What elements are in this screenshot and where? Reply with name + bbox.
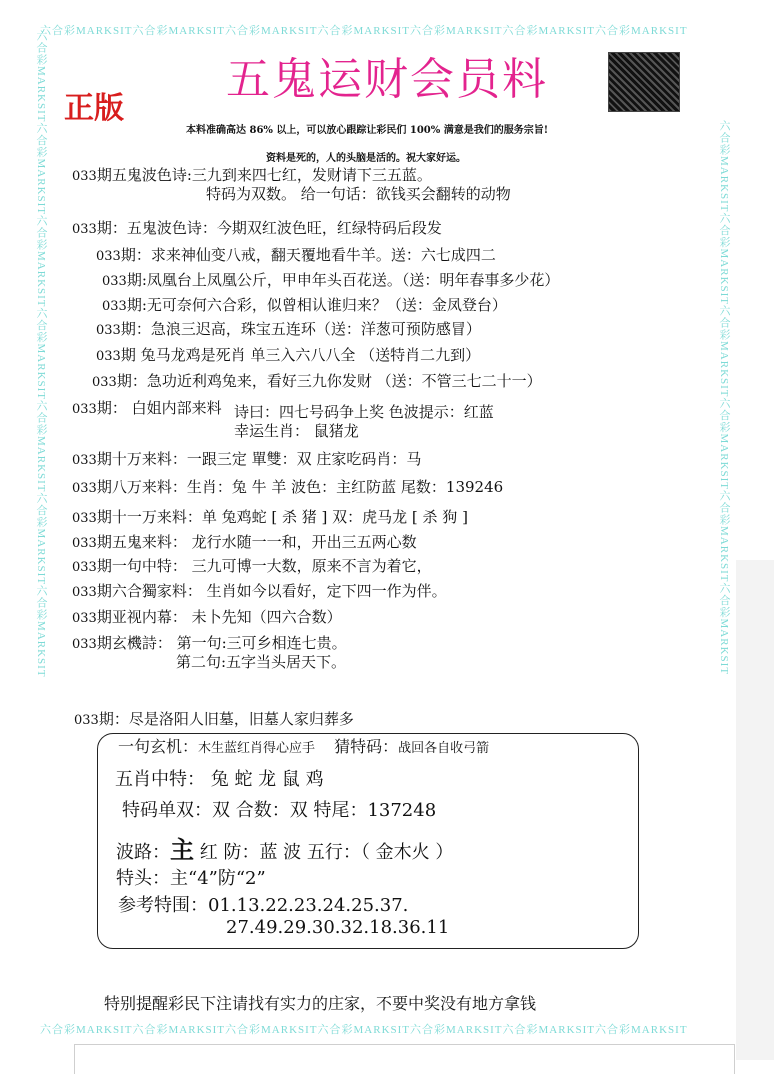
box-row-range-2: 27.49.29.30.32.18.36.11 bbox=[226, 917, 450, 938]
footer-notice: 特别提醒彩民下注请找有实力的庄家，不要中奖没有地方拿钱 bbox=[104, 994, 537, 1013]
line-4: 033期：求来神仙变八戒，翻天覆地看牛羊。送：六七成四二 bbox=[96, 246, 496, 264]
line-10: 033期： 白姐内部来料 bbox=[72, 399, 222, 417]
box-row-head: 特头：主“4”防“2” bbox=[116, 868, 266, 889]
page-title: 五鬼运财会员料 bbox=[226, 54, 548, 105]
qr-code-image bbox=[608, 52, 680, 112]
bottom-rule-left bbox=[74, 1044, 75, 1074]
line-1: 033期五鬼波色诗:三九到来四七红，发财请下三五蓝。 bbox=[72, 166, 432, 184]
box-row-five-zodiac: 五肖中特： 兔 蛇 龙 鼠 鸡 bbox=[115, 769, 324, 790]
watermark-top: 六合彩MARKSIT六合彩MARKSIT六合彩MARKSIT六合彩MARKSIT六合彩MARKSIT六合彩MARKSIT六合彩MARKSIT bbox=[40, 25, 688, 37]
line-11: 诗曰：四七号码争上奖 色波提示：红蓝 bbox=[234, 403, 494, 421]
line-20: 033期玄機詩： 第一句:三可乡相连七贵。 bbox=[72, 634, 347, 652]
genuine-badge: 正版 bbox=[64, 91, 124, 126]
watermark-left: 六合彩MARKSIT六合彩MARKSIT六合彩MARKSIT六合彩MARKSIT六合彩MARKSIT六合彩MARKSIT六合彩MARKSIT bbox=[35, 30, 47, 678]
line-3: 033期：五鬼波色诗：今期双红波色旺，红绿特码后段发 bbox=[72, 219, 442, 237]
bottom-rule-right bbox=[734, 1044, 735, 1074]
watermark-bottom: 六合彩MARKSIT六合彩MARKSIT六合彩MARKSIT六合彩MARKSIT六合彩MARKSIT六合彩MARKSIT六合彩MARKSIT bbox=[40, 1024, 688, 1036]
line-2: 特码为双数。 给一句话：欲钱买会翻转的动物 bbox=[206, 185, 511, 203]
line-12: 幸运生肖： 鼠猪龙 bbox=[234, 422, 359, 440]
line-21: 第二句:五字当头居天下。 bbox=[176, 653, 347, 671]
line-16: 033期五鬼来料： 龙行水随一一和，开出三五两心数 bbox=[72, 533, 417, 551]
line-14: 033期八万来料：生肖：兔 牛 羊 波色：主红防蓝 尾数：139246 bbox=[72, 478, 504, 496]
line-19: 033期亚视内幕： 未卜先知（四六合数） bbox=[72, 608, 342, 626]
bottom-rule bbox=[74, 1044, 734, 1045]
watermark-right: 六合彩MARKSIT六合彩MARKSIT六合彩MARKSIT六合彩MARKSIT六合彩MARKSIT六合彩MARKSIT bbox=[718, 120, 730, 676]
box-row-riddle: 一句玄机：木生蓝红肖得心应手 猜特码：战回各自收弓箭 bbox=[118, 737, 490, 756]
line-17: 033期一句中特： 三九可博一大数，原来不言为着它， bbox=[72, 557, 432, 575]
box-row-odd-even: 特码单双：双 合数：双 特尾：137248 bbox=[122, 800, 437, 821]
scan-shadow bbox=[736, 560, 774, 1060]
line-22: 033期：尽是洛阳人旧墓，旧墓人家归葬多 bbox=[74, 710, 354, 728]
line-5: 033期:凤凰台上凤凰公斤，甲申年头百花送。（送：明年春事多少花） bbox=[102, 271, 560, 289]
line-13: 033期十万来料：一跟三定 單雙：双 庄家吃码肖：马 bbox=[72, 450, 422, 468]
line-15: 033期十一万来料：单 兔鸡蛇 [ 杀 猪 ] 双：虎马龙 [ 杀 狗 ] bbox=[72, 508, 468, 526]
line-6: 033期:无可奈何六合彩，似曾相认谁归来？（送：金凤登台） bbox=[102, 296, 507, 314]
subtitle-accuracy: 本料准确高达 86% 以上，可以放心跟踪让彩民们 100% 满意是我们的服务宗旨! bbox=[186, 125, 549, 136]
subtitle-motto: 资料是死的，人的头脑是活的。祝大家好运。 bbox=[266, 153, 466, 164]
box-row-wave: 波路：主 红 防：蓝 波 五行：（ 金木火 ） bbox=[116, 835, 454, 864]
line-8: 033期 兔马龙鸡是死肖 单三入六八八全 （送特肖二九到） bbox=[96, 346, 481, 364]
line-18: 033期六合獨家料： 生肖如今以看好，定下四一作为伴。 bbox=[72, 582, 447, 600]
box-row-range: 参考特围：01.13.22.23.24.25.37. bbox=[118, 895, 409, 916]
line-9: 033期：急功近利鸡兔来，看好三九你发财 （送：不管三七二十一） bbox=[92, 372, 542, 390]
line-7: 033期：急浪三迟高，珠宝五连环（送：洋葱可预防感冒） bbox=[96, 320, 481, 338]
